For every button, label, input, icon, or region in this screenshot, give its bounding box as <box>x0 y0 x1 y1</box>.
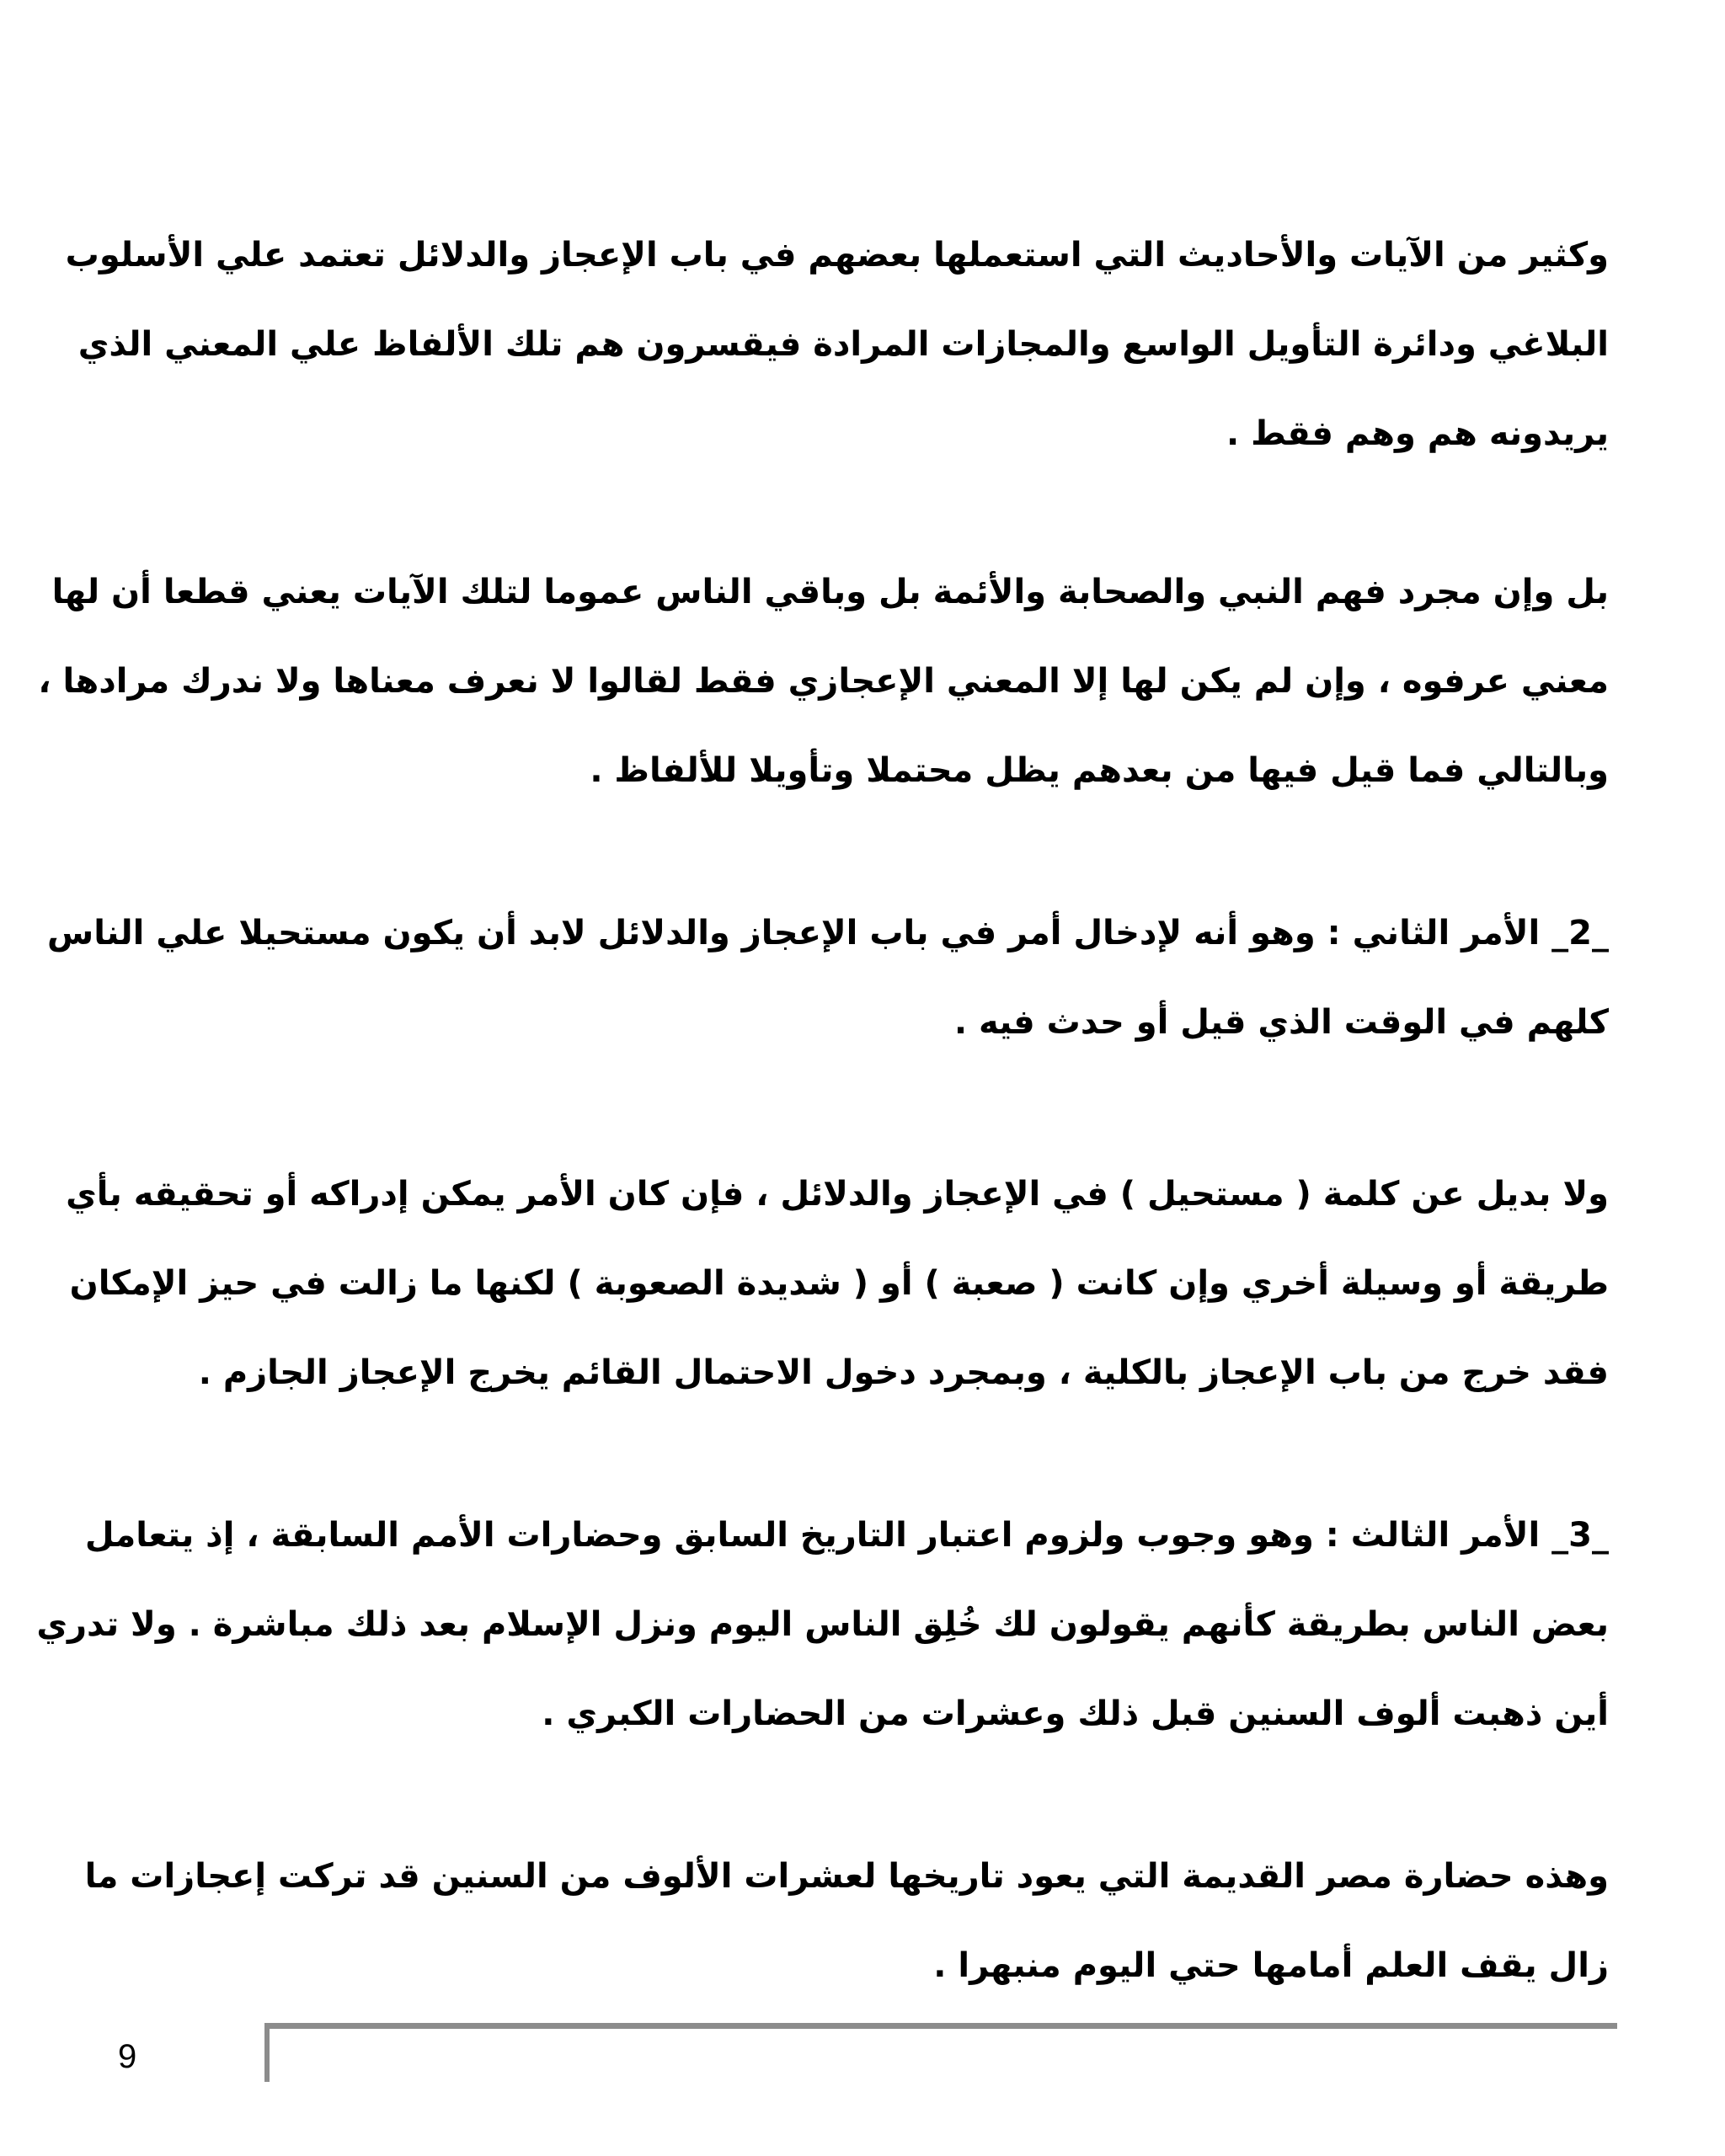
paragraph-2 <box>38 547 1609 815</box>
paragraph-3-line-1: _2_ الأمر الثاني : وهو أنه لإدخال أمر في باب الإعجاز والدلائل لابد أن يكون مستحيلا علي الناس <box>47 914 1609 953</box>
footer-divider-tick <box>264 2023 270 2082</box>
paragraph-2-line-1: بل وإن مجرد فهم النبي والصحابة والأئمة بل وباقي الناس عموما لتلك الآيات يعني قطعا أن لها <box>51 573 1609 611</box>
paragraph-4-line-1: ولا بديل عن كلمة ( مستحيل ) في الإعجاز والدلائل ، فإن كان الأمر يمكن إدراكه أو تحقيقه بأي <box>66 1175 1609 1214</box>
paragraph-3-line-2: كلهم في الوقت الذي قيل أو حدث فيه . <box>953 1003 1609 1042</box>
paragraph-6-line-2: زال يقف العلم أمامها حتي اليوم منبهرا . <box>933 1946 1609 1985</box>
paragraph-6 <box>85 1832 1609 2010</box>
paragraph-5 <box>36 1491 1609 1758</box>
paragraph-4 <box>66 1150 1609 1417</box>
paragraph-5-line-2: بعض الناس بطريقة كأنهم يقولون لك خُلِق الناس اليوم ونزل الإسلام بعد ذلك مباشرة . ولا تدري <box>36 1605 1609 1644</box>
paragraph-1-line-2: البلاغي ودائرة التأويل الواسع والمجازات المرادة فيقسرون هم تلك الألفاظ علي المعني الذي <box>77 325 1609 364</box>
footer-rule <box>268 2023 1617 2029</box>
paragraph-2-line-3: وبالتالي فما قيل فيها من بعدهم يظل محتملا وتأويلا للألفاظ . <box>590 751 1609 790</box>
paragraph-6-line-1: وهذه حضارة مصر القديمة التي يعود تاريخها لعشرات الألوف من السنين قد تركت إعجازات ما <box>84 1857 1609 1896</box>
paragraph-5-line-3: أين ذهبت ألوف السنين قبل ذلك وعشرات من الحضارات الكبري . <box>542 1694 1609 1733</box>
paragraph-1-line-3: يريدونه هم وهم فقط . <box>1226 414 1609 453</box>
paragraph-4-line-3: فقد خرج من باب الإعجاز بالكلية ، وبمجرد دخول الاحتمال القائم يخرج الإعجاز الجازم . <box>198 1353 1609 1392</box>
paragraph-3 <box>47 889 1609 1067</box>
paragraph-2-line-2: معني عرفوه ، وإن لم يكن لها إلا المعني الإعجازي فقط لقالوا لا نعرف معناها ولا ندرك مرادها ، <box>38 662 1609 701</box>
paragraph-1-line-1: وكثير من الآيات والأحاديث التي استعملها بعضهم في باب الإعجاز والدلائل تعتمد علي الأسلوب <box>65 236 1609 275</box>
paragraph-1 <box>66 211 1609 478</box>
paragraph-4-line-2: طريقة أو وسيلة أخري وإن كانت ( صعبة ) أو ( شديدة الصعوبة ) لكنها ما زالت في حيز الإمكان <box>69 1264 1609 1303</box>
page-number: 9 <box>118 2038 137 2075</box>
paragraph-5-line-1: _3_ الأمر الثالث : وهو وجوب ولزوم اعتبار التاريخ السابق وحضارات الأمم السابقة ، إذ يتعامل <box>84 1516 1609 1555</box>
